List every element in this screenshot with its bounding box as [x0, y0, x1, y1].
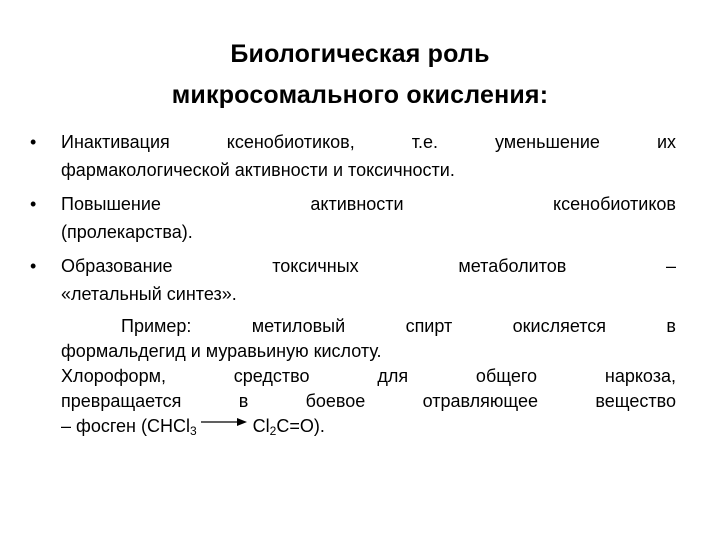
bullet-2-line-2: (пролекарства). [61, 222, 193, 242]
formula-subscript-3: 3 [189, 424, 197, 438]
example-line-4: превращается в боевое отравляющее вещество [61, 391, 676, 411]
bullet-item-2 [30, 190, 676, 246]
formula-product-post: C=O). [276, 416, 325, 436]
bullet-marker: • [30, 256, 37, 276]
formula-product-pre: Cl [252, 416, 270, 436]
bullet-item-3 [30, 252, 676, 308]
formula-subscript-2: 2 [269, 424, 277, 438]
example-line-2: формальдегид и муравьиную кислоту. [61, 341, 382, 361]
bullet-item-1 [30, 128, 676, 184]
formula-prefix: – фосген (CHCl [61, 416, 190, 436]
bullet-marker: • [30, 132, 37, 152]
example-line-5 [61, 414, 676, 444]
bullet-marker: • [30, 194, 37, 214]
bullet-3-line-1: Образование токсичных метаболитов – [61, 256, 676, 276]
bullet-1-line-2: фармакологической активности и токсичности. [61, 160, 455, 180]
bullet-3-line-2: «летальный синтез». [61, 284, 237, 304]
reaction-arrow-icon [201, 422, 247, 432]
slide-content [30, 128, 676, 444]
title-line-2: микросомального окисления: [171, 81, 549, 109]
example-line-1-text: Пример: метиловый спирт окисляется в [121, 316, 676, 336]
example-line-1 [61, 314, 676, 339]
bullet-1-line-1: Инактивация ксенобиотиков, т.е. уменьшение их [61, 132, 676, 152]
example-line-3: Хлороформ, средство для общего наркоза, [61, 366, 676, 386]
title-line-1: Биологическая роль [230, 40, 490, 68]
slide-title [0, 34, 720, 116]
example-paragraph [30, 314, 676, 444]
bullet-2-line-1: Повышение активности ксенобиотиков [61, 194, 676, 214]
